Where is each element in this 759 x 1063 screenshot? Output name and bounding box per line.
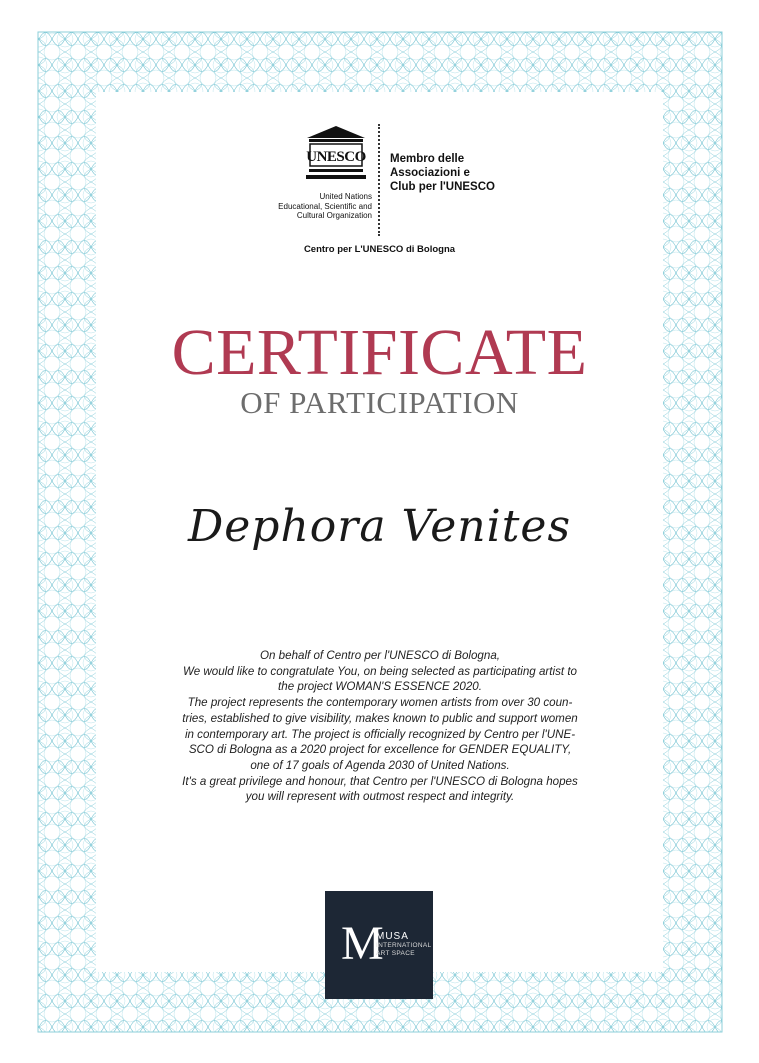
body-line: On behalf of Centro per l'UNESCO di Bologna, (259, 649, 500, 662)
member-associations (390, 152, 530, 194)
recipient-name: Dephora Venites (187, 501, 572, 552)
unesco-logo-block (250, 122, 520, 252)
musa-line: INTERNATIONAL (376, 942, 432, 949)
certificate-body (130, 648, 630, 805)
body-line: tries, established to give visibility, makes known to public and support women (182, 711, 578, 725)
body-line: SCO di Bologna as a 2020 project for excellence for GENDER EQUALITY, (188, 743, 572, 757)
unesco-temple-icon (305, 126, 367, 184)
member-line: Club per l'UNESCO (390, 181, 495, 193)
musa-logo-letter: M (341, 917, 384, 970)
body-line: The project represents the contemporary women artists from over 30 coun- (187, 696, 573, 710)
body-line: in contemporary art. The project is officially recognized by Centro per l'UNE- (184, 727, 576, 741)
member-line: Membro delle (390, 153, 465, 165)
certificate-subtitle: OF PARTICIPATION (240, 385, 519, 420)
centro-unesco-bologna: Centro per L'UNESCO di Bologna (303, 244, 456, 255)
dotted-divider (378, 124, 384, 236)
body-line: one of 17 goals of Agenda 2030 of United Nations. (250, 758, 510, 772)
member-line: Associazioni e (390, 167, 470, 179)
body-line: you will represent with outmost respect and integrity. (245, 790, 515, 804)
body-line: It's a great privilege and honour, that Centro per l'UNESCO di Bologna hopes (182, 774, 578, 788)
un-organization-name (250, 192, 372, 221)
unesco-emblem-text: UNESCO (306, 149, 366, 165)
certificate-title: CERTIFICATE (171, 316, 588, 389)
musa-name: MUSA (376, 931, 409, 942)
un-name-line: Educational, Scientific and (278, 201, 372, 211)
body-line: We would like to congratulate You, on being selected as participating artist to (182, 664, 577, 678)
un-name-line: Cultural Organization (296, 211, 372, 220)
musa-line: ART SPACE (376, 950, 415, 957)
musa-logo (325, 891, 433, 999)
body-line: the project WOMAN'S ESSENCE 2020. (278, 680, 482, 694)
un-name-line: United Nations (319, 192, 372, 201)
musa-logo-text (376, 931, 431, 958)
